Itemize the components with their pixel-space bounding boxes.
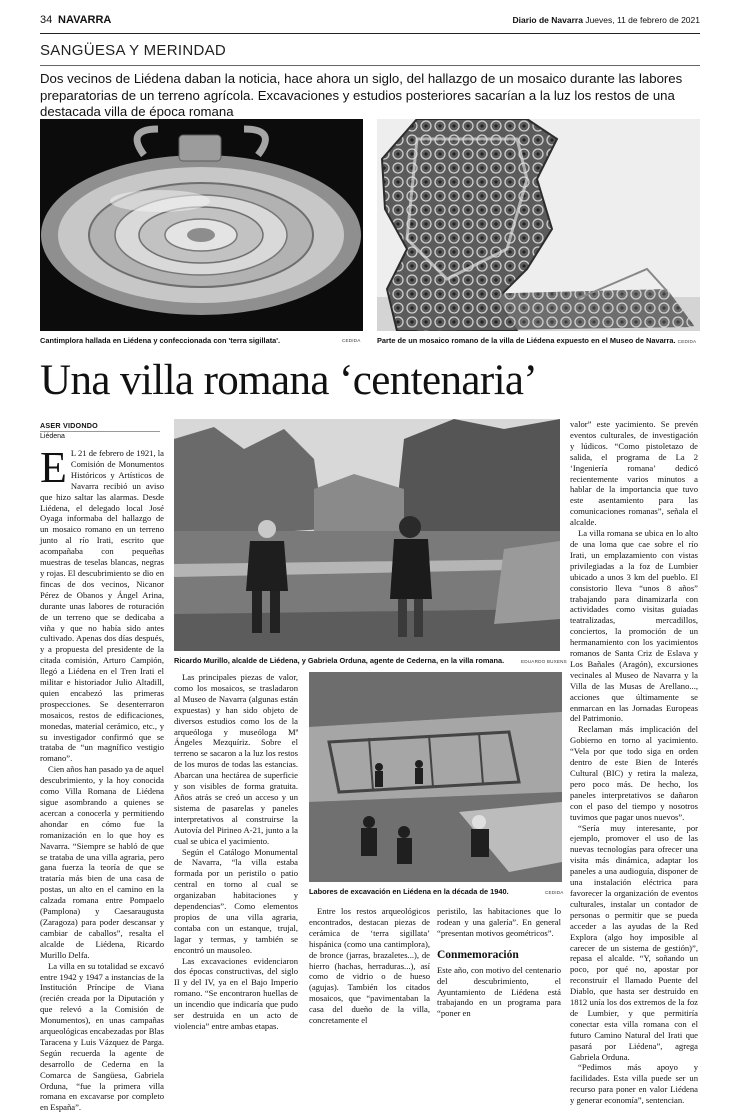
canteen-credit: CEDIDA: [342, 338, 361, 343]
section-name: NAVARRA: [58, 14, 112, 26]
column-2: [174, 672, 298, 1032]
col2-paragraph: Las principales piezas de valor, como los mosaicos, se trasladaron al Museo de Navarra (algunas están expuestas) y han sido objeto de diversos estudios como los de la arqueóloga y museóloga Mª Ángeles Mezquíriz. Sobre el terreno se sacaron a la luz los restos de los muros de todas las estancias. Abarcan una hectárea de superficie y son visibles de forma gratuita. Años atrás se creó un acceso y un sistema de pasarelas y paneles interpretativos al construirse la Autovía del Pirineo A-21, junto a la cual se ubica el yacimiento.: [174, 672, 298, 846]
canteen-caption: [40, 336, 330, 345]
subsection-title: SANGÜESA Y MERINDAD: [40, 42, 227, 59]
col5-paragraph: Reclaman más implicación del Gobierno en torno al yacimiento. “Vela por que todo siga en orden dentro de este Bien de Interés Cultural (BIC) y retira la maleza, pero poco más. De hecho, los paneles interpretativos se dañaron con el paso del tiempo y nosotros tuvimos que pagar unos nuevos”.: [570, 724, 698, 822]
col2-paragraph: Las excavaciones evidenciaron dos épocas constructivas, del siglo II y del IV, ya en el Bajo Imperio romano. “Se encontraron huellas de un incendio que indicaría que pudo ser destruida en un acto de violencia” entre ambas etapas.: [174, 955, 298, 1031]
excavation-image: [309, 672, 562, 882]
date-line: [513, 15, 700, 25]
column-3: [309, 906, 430, 1026]
subsection-rule: [40, 65, 700, 66]
people-photo: [174, 419, 560, 651]
people-caption-text: Ricardo Murillo, alcalde de Liédena, y Gabriela Orduna, agente de Cederna, en la villa romana.: [174, 656, 505, 665]
dropcap: E: [40, 443, 67, 492]
col5-paragraph: “Sería muy interesante, por ejemplo, promover el uso de las nuevas tecnologías para ofrecer una visita más dinámica, adaptar los paneles a una audioguía, disponer de una instalación eléctrica para favorecer la organización de eventos culturales, instalar un contador de personas o permitir que se pueda acceder a las ayudas de la Red Explora (algo hoy imposible al carecer de un sistema de gestión)”, repasa el alcalde. “Y, soñando un poco, por qué no, apostar por reconstruir el llamado Puente del Diablo, que hasta ser destruido en 1812 unía los dos extremos de la foz de Lumbier, y que permitiría conectar esta villa romana con el futuro Camino Natural del Irati que pasará por Liédena”, agrega Gabriela Orduna.: [570, 822, 698, 1062]
people-credit: EDUARDO BUXENS: [521, 659, 567, 664]
col3-paragraph: Entre los restos arqueológicos encontrados, destacan piezas de cerámica de ‘terra sigillata’ hispánica (como una cantimplora), de bronce (jarras, brazaletes...), de hierro (hachas, herraduras...), así como de vidrio o de hueso (agujas). También los citados mosaicos, que “pavimentaban la casa del dueño de la villa, concretamente el: [309, 906, 430, 1026]
excavation-credit: CEDIDA: [545, 890, 564, 895]
header-rule: [40, 33, 700, 34]
col1-paragraph: L 21 de febrero de 1921, la Comisión de Monumentos Históricos y Artísticos de Navarra recibió un aviso que hizo saltar las alarmas. Desde Liédena, el delegado local José Oyaga informaba del hallazgo de un mosaico romano en un terreno junto al río Irati, escrito que acompañaba con pequeñas muestras de teselas blancas, negras y rojas. El descubrimiento se dio en fincas de dos vecinos, Nicanor Pérez de Obanos y Ángel Arina, durante unas labores de roturación de un terreno que se dedicaba a viña y que no había sido antes cultivado. Apenas dos días después, y a propuesta del presidente de la citada comisión, Arturo Campión, llegó a Liédena en el Tren Irati el militar e historiador Julio Altadill, quien encabezó las primeras prospecciones. Se desenterraron mosaicos, restos de edificaciones, monedas, material cerámico, etc., y su investigador confirmó que se trataba de “un magnífico vestigio romano”.: [40, 448, 164, 764]
byline-place: Liédena: [40, 433, 65, 440]
col2-paragraph: Según el Catálogo Monumental de Navarra, “la villa estaba formada por un peristilo o patio central en torno al cual se organizaban habitaciones y dependencias”. Como elementos propios de una villa agraria, contaba con un estanque, trujal, lagar y termas, y también se encontró un mausoleo.: [174, 846, 298, 955]
page-number: 34: [40, 14, 53, 26]
lead-paragraph: Dos vecinos de Liédena daban la noticia, hace ahora un siglo, del hallazgo de un mosaico durante las labores preparatorias de un terreno agrícola. Excavaciones y estudios posteriores sacarían a la luz los restos de una destacada villa de época romana: [40, 71, 683, 119]
issue-date: Jueves, 11 de febrero de 2021: [585, 15, 700, 25]
headline: Una villa romana ‘centenaria’: [40, 357, 538, 404]
mosaic-image: [377, 119, 700, 331]
column-5: [570, 419, 698, 1106]
col5-paragraph: valor” este yacimiento. Se prevén eventos culturales, de investigación y lúdicos. “Como pistoletazo de salida, el programa de La 2 ‘Ingeniería romana’ dedicó recientemente varios minutos a hablar de la importancia que tuvo este asentamiento para las comunicaciones romanas”, señala el alcalde.: [570, 419, 698, 528]
byline-author: ASER VIDONDO: [40, 421, 98, 430]
col1-paragraph: Cien años han pasado ya de aquel descubrimiento, y la hoy conocida como Villa Romana de Liédena sigue asombrando a quienes se acercan a conocerla y permitiendo ahondar en cómo fue la romanización en lo que hoy es Navarra. “Siempre se habló de que se trataba de una villa agraria, pero gana fuerza la teoría de que se trataría más bien de una casa de postas, un alto en el camino en la calzada romana entre Pompaelo (Pamplona) y Caesaraugusta (Zaragoza) para poder descansar y cambiar de caballos”, resalta el alcalde de Liédena, Ricardo Murillo Delfa.: [40, 764, 164, 960]
col4-paragraph: Este año, con motivo del centenario del descubrimiento, el Ayuntamiento de Liédena está trabajando en un programa para “poner en: [437, 964, 561, 1019]
people-caption: [174, 656, 514, 665]
subhead-conmemoracion: Conmemoración: [437, 948, 519, 961]
people-image: [174, 419, 560, 651]
canteen-photo: [40, 119, 363, 331]
col1-paragraph: La villa en su totalidad se excavó entre 1942 y 1947 a instancias de la Institución Príncipe de Viana (recién creada por la Diputación y que relevó a la Comisión de Monumentos), en unas campañas arqueológicas encabezadas por Blas Taracena y Luis Vázquez de Parga. Según recuerda la agente de desarrollo de Cederna en la Comarca de Sangüesa, Gabriela Orduna, “fue la primera villa romana en excavarse por completo en España”.: [40, 960, 164, 1113]
canteen-image: [40, 119, 363, 331]
excavation-caption-text: Labores de excavación en Liédena en la década de 1940.: [309, 887, 509, 896]
excavation-caption: [309, 887, 549, 896]
col5-paragraph: “Pedimos más apoyo y facilidades. Esta villa puede ser un recurso para poner en valor Liédena y generar economía”, sentencian.: [570, 1062, 698, 1106]
col5-paragraph: La villa romana se ubica en lo alto de una loma que cae sobre el río Irati, un emplazamiento con vistas privilegiadas a la foz de Lumbier ubicado a unos 3 km del pueblo. El consistorio lleva “unos 8 años” trabajando para dinamizarla con actividades como visitas guiadas teatralizadas, mercadillos, conciertos, la promoción de un hermanamiento con los yacimientos romanos de Santa Criz de Eslava y Los Bañales (Aragón), excursiones vecinales al Museo de Navarra y la Villa de las Musas de Arellano..., acciones que últimamente se enmarcan en las Jornadas Europeas del Patrimonio.: [570, 528, 698, 724]
column-1: [40, 443, 164, 1113]
mosaic-photo: [377, 119, 700, 331]
col4-paragraph: peristilo, las habitaciones que lo rodean y una galería”. En general “presentan motivos geométricos”.: [437, 906, 561, 938]
mosaic-credit: CEDIDA: [677, 339, 697, 344]
byline-rule: [40, 431, 160, 432]
excavation-photo: [309, 672, 562, 882]
column-4: [437, 906, 561, 1019]
canteen-caption-text: Cantimplora hallada en Liédena y confeccionada con 'terra sigillata'.: [40, 336, 281, 345]
mosaic-caption-text: Parte de un mosaico romano de la villa de Liédena expuesto en el Museo de Navarra.: [377, 336, 676, 345]
mosaic-caption: [377, 336, 697, 346]
newspaper-name: Diario de Navarra: [512, 15, 583, 25]
